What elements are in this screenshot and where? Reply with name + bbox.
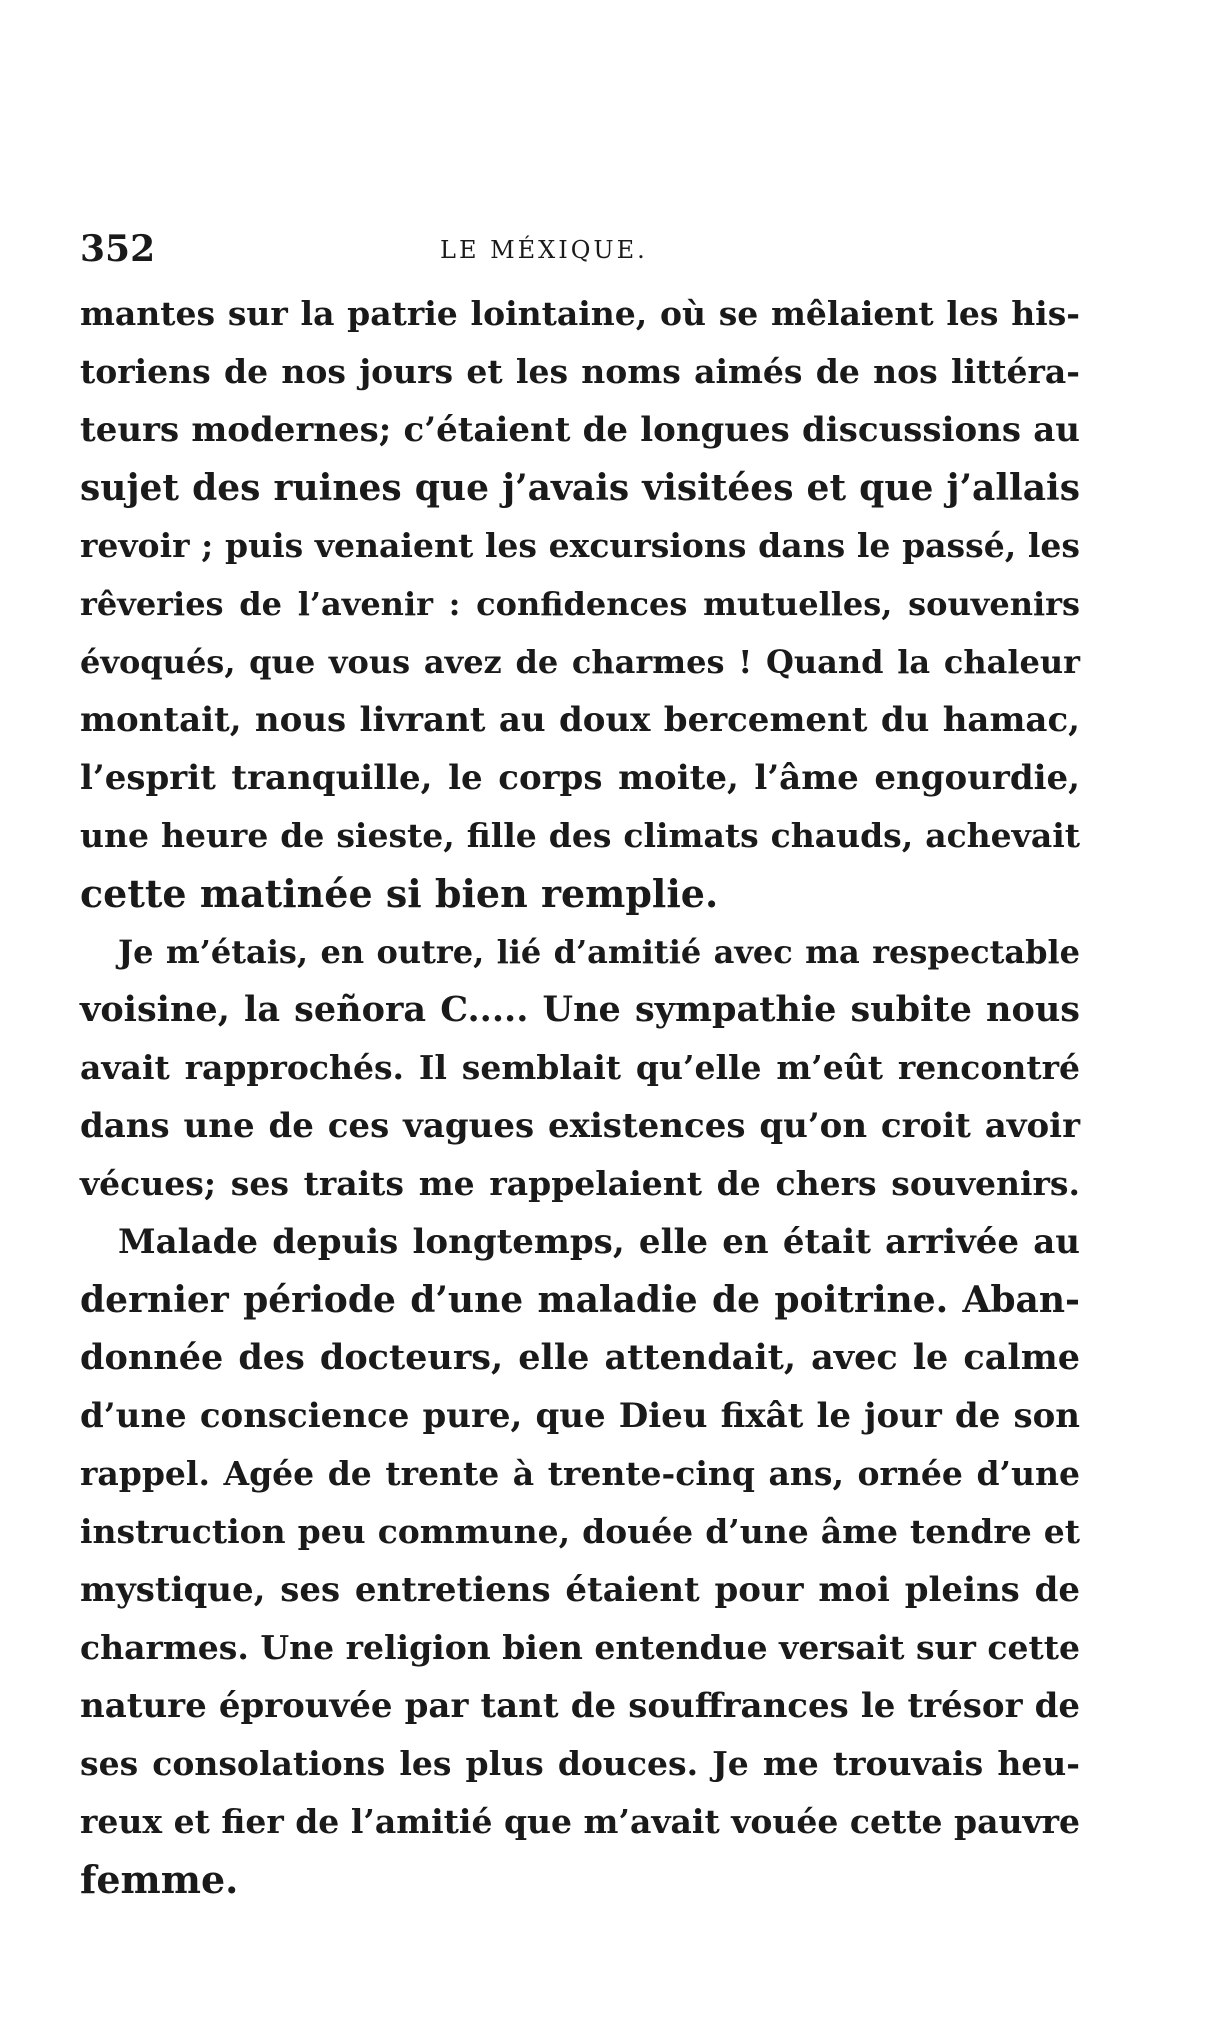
text-line: ses consolations les plus douces. Je me trouvais heu- [80, 1744, 1080, 1783]
text-line: femme. [80, 1857, 239, 1902]
text-line: voisine, la señora C..... Une sympathie subite nous [80, 989, 1080, 1030]
text-line: nature éprouvée par tant de souffrances le trésor de [80, 1686, 1080, 1726]
text-line: donnée des docteurs, elle attendait, avec le calme [80, 1337, 1080, 1378]
text-line: évoqués, que vous avez de charmes ! Quand la chaleur [80, 643, 1080, 681]
text-line: montait, nous livrant au doux bercement du hamac, [80, 700, 1080, 740]
text-line: rêveries de l’avenir : confidences mutuelles, souvenirs [80, 585, 1080, 623]
paragraph-start-line: Je m’étais, en outre, lié d’amitié avec ma respectable [118, 933, 1080, 971]
running-head [80, 228, 1080, 268]
text-line: cette matinée si bien remplie. [80, 871, 719, 916]
text-line: d’une conscience pure, que Dieu fixât le jour de son [80, 1396, 1080, 1436]
text-line: dans une de ces vagues existences qu’on croit avoir [80, 1106, 1080, 1146]
text-line: sujet des ruines que j’avais visitées et que j’allais [80, 467, 1080, 509]
running-title: LE MÉXIQUE. [440, 236, 648, 264]
text-line: reux et fier de l’amitié que m’avait vouée cette pauvre [80, 1802, 1080, 1841]
text-line: vécues; ses traits me rappelaient de chers souvenirs. [80, 1164, 1080, 1203]
text-line: revoir ; puis venaient les excursions dans le passé, les [80, 526, 1080, 565]
text-line: dernier période d’une maladie de poitrine. Aban- [80, 1279, 1080, 1321]
text-line: l’esprit tranquille, le corps moite, l’âme engourdie, [80, 758, 1080, 798]
text-line: mantes sur la patrie lointaine, où se mêlaient les his- [80, 294, 1080, 333]
text-line: mystique, ses entretiens étaient pour moi pleins de [80, 1570, 1080, 1610]
text-line: rappel. Agée de trente à trente-cinq ans, ornée d’une [80, 1454, 1080, 1493]
text-line: une heure de sieste, fille des climats chauds, achevait [80, 816, 1080, 855]
page-number: 352 [80, 228, 156, 270]
text-line: instruction peu commune, douée d’une âme tendre et [80, 1512, 1080, 1551]
text-line: charmes. Une religion bien entendue versait sur cette [80, 1628, 1080, 1667]
text-line: toriens de nos jours et les noms aimés de nos littéra- [80, 352, 1080, 391]
body-text [80, 285, 1080, 1909]
paragraph-start-line: Malade depuis longtemps, elle en était arrivée au [118, 1222, 1080, 1262]
text-line: avait rapprochés. Il semblait qu’elle m’eût rencontré [80, 1048, 1080, 1087]
text-line: teurs modernes; c’étaient de longues discussions au [80, 410, 1080, 450]
